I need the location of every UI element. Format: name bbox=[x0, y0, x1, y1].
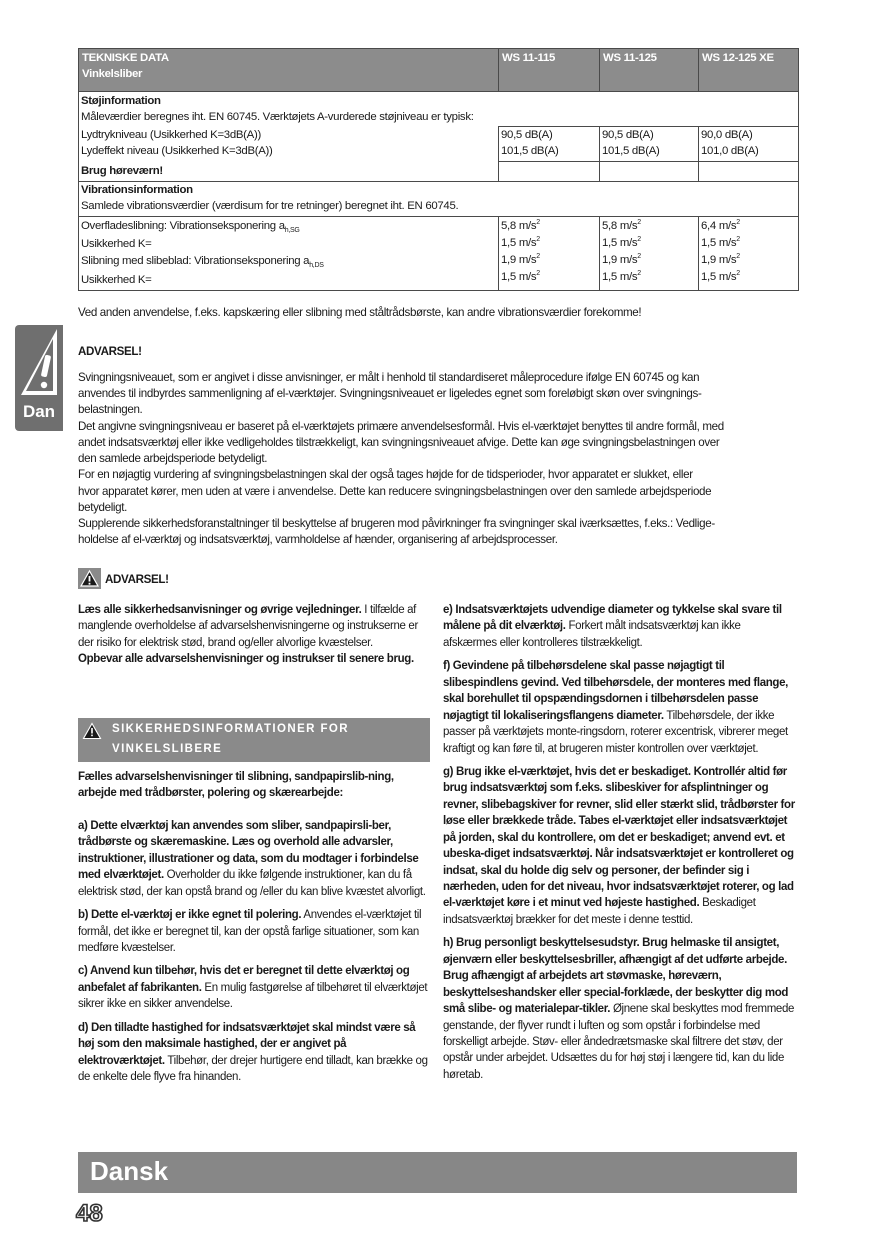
hearing-protection-row bbox=[79, 161, 799, 181]
vibration-value: 1,9 $m/s^2$ bbox=[602, 253, 641, 266]
warning-title-1: ADVARSEL! bbox=[78, 345, 142, 358]
noise-value: 101,5 dB(A) bbox=[501, 145, 559, 158]
safety-item-a: a) Dette elværktøj kan anvendes som sliber, sandpapirsli-ber, trådbørste og skæremaskine. Læs og overhold alle advarsler, instruktioner, illustrationer og data, som du modtager i forbindelse med elværktøjet. Overholder du ikke følgende instruktioner, kan du få elektrisk stød, der kan opstå brand og /eller du kan blive kvæstet alvorligt. bbox=[78, 819, 426, 898]
noise-value: 90,5 dB(A) bbox=[602, 129, 654, 142]
model-header-1: WS 11-115 bbox=[499, 49, 600, 92]
vibration-value: 1,5 $m/s^2$ bbox=[501, 235, 540, 249]
noise-values-row bbox=[79, 127, 799, 161]
vibration-value: 1,5 $m/s^2$ bbox=[501, 270, 540, 283]
surface-label: Overfladeslibning: Vibrationseksponering $a_{h,SG}$ bbox=[81, 219, 300, 234]
warning-exclamation-icon bbox=[15, 325, 63, 405]
vibration-value: 1,9 $m/s^2$ bbox=[701, 253, 740, 266]
surface-uncertainty-label: Usikkerhed K= bbox=[81, 238, 152, 251]
vibration-value: 1,5 $m/s^2$ bbox=[602, 270, 641, 283]
footer-bar bbox=[78, 1152, 797, 1193]
vibration-value: 5,8 $m/s^2$ bbox=[501, 218, 540, 232]
disc-uncertainty-label: Usikkerhed K= bbox=[81, 273, 152, 286]
vibration-warning-text: Svingningsniveauet, som er angivet i disse anvisninger, er målt i henhold til standardiseret måleprocedure ifølge EN 60745 og kan anvendes til indbyrdes sammenligning af el-værktøjer. Svingningsniveauet er ligeledes egnet som foreløbigt skøn over svingnings- belastningen. Det angivne svingningsniveau er baseret på el-værktøjets primære anvendelsesformål. Hvis el-værktøjet benyttes til andre formål, med andet indsatsværktøj eller ikke vedligeholdes tilstrækkeligt, kan svingningsniveauet afvige. Dette kan øge svingningsbelastningen over den samlede arbejdsperiode betydeligt. For en nøjagtig vurdering af svingningsbelastningen skal der også tages højde for de tidsperioder, hvor apparatet er slukket, eller hvor apparatet kører, men uden at være i anvendelse. Dette kan reducere svingningsbelastningen over den samlede arbejdsperiode betydeligt. Supplerende sikkerhedsforanstaltninger til beskyttelse af brugeren mod påvirkninger fra svingninger skal iværksættes, f.eks.: Vedlige- holdelse af el-værktøj og indsatsværktøj, varmholdelse af hænder, organisering af arbejdsprocesser. bbox=[78, 371, 724, 547]
noise-value: 90,0 dB(A) bbox=[701, 129, 753, 142]
model-header-3: WS 12-125 XE bbox=[699, 49, 799, 92]
right-column bbox=[443, 602, 795, 1090]
safety-heading: SIKKERHEDSINFORMATIONER FOR VINKELSLIBERE bbox=[78, 718, 430, 762]
hearing-protection-note: Brug høreværn! bbox=[79, 161, 499, 181]
vibration-info-row bbox=[79, 182, 799, 216]
warning-triangle-icon bbox=[82, 722, 102, 740]
model-header-2: WS 11-125 bbox=[600, 49, 699, 92]
warning-title-2: ADVARSEL! bbox=[105, 573, 169, 586]
disc-label: Slibning med slibeblad: Vibrationseksponering $a_{h,DS}$ bbox=[81, 255, 324, 270]
technical-data-table bbox=[78, 48, 799, 291]
vibration-value: 1,5 $m/s^2$ bbox=[701, 270, 740, 283]
vibration-value: 5,8 $m/s^2$ bbox=[602, 218, 641, 232]
footer-language-title: Dansk bbox=[90, 1156, 169, 1186]
vibration-value: 6,4 $m/s^2$ bbox=[701, 218, 740, 232]
vibration-value: 1,9 $m/s^2$ bbox=[501, 253, 540, 266]
vibration-title: Vibrationsinformation bbox=[81, 184, 193, 197]
noise-info-row bbox=[79, 92, 799, 127]
noise-value: 101,0 dB(A) bbox=[701, 145, 759, 158]
vibration-note: Samlede vibrationsværdier (værdisum for tre retninger) beregnet iht. EN 60745. bbox=[81, 199, 459, 212]
warning-triangle-badge bbox=[78, 568, 101, 589]
warning-triangle-icon bbox=[78, 568, 101, 589]
left-column-safety bbox=[78, 769, 430, 1092]
noise-value: 90,5 dB(A) bbox=[501, 129, 553, 142]
safety-item-f: f) Gevindene på tilbehørsdelene skal passe nøjagtigt til slibespindlens gevind. Ved tilbehørsdele, der monteres med flange, skal borehullet til opspændingsdornen i tilbehørsdelen passe nøjagtigt til lokaliseringsflangens diameter. Tilbehørsdele, der ikke passer på værktøjets monte-ringsdorn, roterer excentrisk, vibrerer meget kraftigt og kan føre til, at brugeren mister kontrollen over værktøjet. bbox=[443, 660, 788, 755]
noise-row1-label: Lydtrykniveau (Usikkerhed K=3dB(A)) bbox=[81, 128, 261, 141]
table-header-row bbox=[79, 49, 799, 92]
vibration-value: 1,5 $m/s^2$ bbox=[602, 235, 641, 249]
safety-item-h: h) Brug personligt beskyttelsesudstyr. Brug helmaske til ansigtet, øjenværn eller beskyttelsesbriller, afhængigt af det udførte arbejde. Brug afhængigt af arbejdets art støvmaske, høreværn, beskyttelseshandsker eller special-forklæde, der beskytter dig mod små slibe- og materialepar-tikler. Øjnene skal beskyttes mod fremmede genstande, der flyver rundt i luften og som opstår i forbindelse med forskelligt arbejde. Støv- eller åndedrætsmaske skal filtrere det støv, der opstår under arbejdet. Udsættes du for høj støj i længere tid, kan du lide høretab. bbox=[443, 937, 795, 1081]
safety-item-b: b) Dette el-værktøj er ikke egnet til polering. Anvendes el-værktøjet til formål, det ikke er beregnet til, kan der opstå farlige situationer, som kan medføre kvæstelser. bbox=[78, 909, 422, 954]
safety-item-d: d) Den tilladte hastighed for indsatsværktøjet skal mindst være så høj som den maksimale hastighed, der er angivet på elektroværktøjet. Tilbehør, der drejer hurtigere end tilladt, kan brække og de enkelte dele flyve fra hinanden. bbox=[78, 1021, 428, 1083]
noise-title: Støjinformation bbox=[81, 95, 161, 107]
noise-value: 101,5 dB(A) bbox=[602, 145, 660, 158]
language-tab-label: Dan bbox=[22, 402, 56, 421]
noise-note: Måleværdier beregnes iht. EN 60745. Værktøjets A-vurderede støjniveau er typisk: bbox=[81, 110, 474, 123]
vibration-value: 1,5 $m/s^2$ bbox=[701, 235, 740, 249]
noise-row2-label: Lydeffekt niveau (Usikkerhed K=3dB(A)) bbox=[81, 144, 273, 157]
safety-item-g: g) Brug ikke el-værktøjet, hvis det er beskadiget. Kontrollér altid før brug indsatsværktøj som f.eks. slibeskiver for afsplintninger og revner, slibebagskiver for revner, slid eller stærkt slid, trådbørster for løse eller brækkede tråde. Tabes el-værktøjet eller indsatsværktøjet på jorden, skal du kontrollere, om det er beskadiget; anvend evt. et ubeska-diget indsatsværktøj. Når indsatsværktøjet er kontrolleret og indsat, skal du holde dig selv og personer, der befinder sig i nærheden, uden for det niveau, hvor indsatsværktøjet roterer, og lad el-værktøjet køre i et minut ved højeste hastighed. Beskadiget indsatsværktøj brækker for det meste i denne testtid. bbox=[443, 765, 795, 926]
page-number: 48 bbox=[76, 1200, 103, 1227]
vibration-values-row bbox=[79, 216, 799, 290]
safety-item-c: c) Anvend kun tilbehør, hvis det er beregnet til dette elværktøj og anbefalet af fabrikanten. En mulig fastgørelse af tilbehøret til elværktøjet sikrer ikke en sikker anvendelse. bbox=[78, 965, 428, 1011]
other-use-note: Ved anden anvendelse, f.eks. kapskæring eller slibning med ståltrådsbørste, kan andre vibrationsværdier forekomme! bbox=[78, 306, 642, 319]
safety-intro: Fælles advarselshenvisninger til slibning, sandpapirslib-ning, arbejde med trådbørster, polering og skærearbejde: bbox=[78, 771, 394, 800]
left-column: Læs alle sikkerhedsanvisninger og øvrige vejledninger. I tilfælde af manglende overholdelse af advarselshenvisningerne og instrukserne er der risiko for elektrisk stød, brand og/eller alvorlige kvæstelser. Opbevar alle advarselshenvisninger og instrukser til senere brug. bbox=[78, 604, 418, 666]
safety-item-e: e) Indsatsværktøjets udvendige diameter og tykkelse skal svare til målene på dit elværktøj. Forkert målt indsatsværktøj kan ikke afskærmes eller kontrolleres tilstrækkeligt. bbox=[443, 604, 782, 649]
table-title: TEKNISKE DATA Vinkelsliber bbox=[79, 49, 499, 92]
